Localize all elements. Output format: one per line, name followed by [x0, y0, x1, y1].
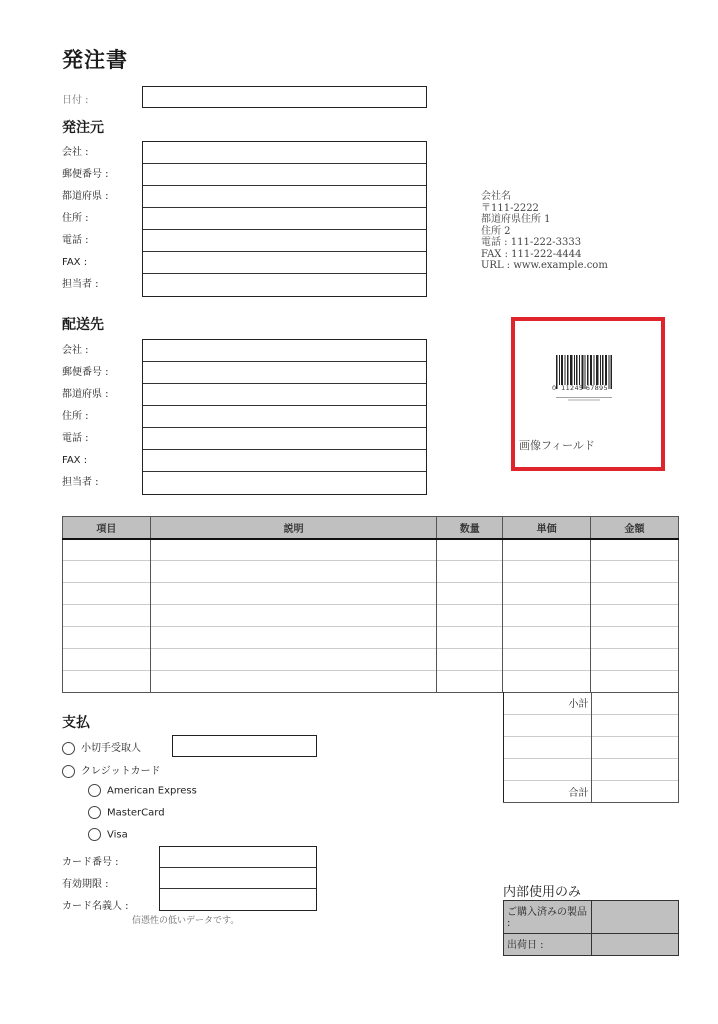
item-cell[interactable]	[63, 605, 151, 627]
amex-radio[interactable]	[88, 784, 101, 797]
unit-price-cell[interactable]	[503, 649, 591, 671]
column-header-quantity: 数量	[437, 517, 503, 539]
table-row	[63, 583, 679, 605]
ship-to-address-input[interactable]	[143, 406, 426, 428]
company-address-2: 住所 2	[481, 225, 511, 237]
item-cell[interactable]	[63, 583, 151, 605]
order-from-company-label: 会社 :	[62, 147, 89, 158]
ship-to-prefecture-input[interactable]	[143, 384, 426, 406]
total-row	[504, 780, 679, 802]
total-label: 合計	[504, 780, 592, 802]
description-cell[interactable]	[150, 539, 437, 561]
mastercard-option[interactable]	[88, 806, 165, 819]
amount-cell[interactable]	[591, 671, 679, 693]
totals-row	[504, 714, 679, 736]
item-cell[interactable]	[63, 561, 151, 583]
company-postal: 〒111-2222	[481, 202, 539, 214]
barcode-number: 0 11245 67895	[552, 384, 608, 392]
amount-cell[interactable]	[591, 539, 679, 561]
totals-table	[503, 692, 679, 803]
amount-cell[interactable]	[591, 561, 679, 583]
subtotal-label: 小計	[504, 692, 592, 714]
item-cell[interactable]	[63, 649, 151, 671]
purchased-products-label: ご購入済みの製品 :	[504, 901, 592, 934]
order-from-contact-label: 担当者 :	[62, 279, 99, 290]
order-from-labels	[62, 142, 109, 296]
order-from-address-label: 住所 :	[62, 213, 89, 224]
image-field[interactable]	[511, 317, 665, 471]
ship-to-labels	[62, 340, 109, 494]
order-from-fax-input[interactable]	[143, 252, 426, 274]
description-cell[interactable]	[150, 561, 437, 583]
subtotal-value[interactable]	[591, 692, 678, 714]
company-fax: FAX : 111-222-4444	[481, 248, 582, 260]
ship-to-contact-input[interactable]	[143, 472, 426, 494]
unit-price-cell[interactable]	[503, 561, 591, 583]
order-from-prefecture-input[interactable]	[143, 186, 426, 208]
unit-price-cell[interactable]	[503, 627, 591, 649]
expiry-label: 有効期限 :	[62, 879, 109, 890]
order-from-address-input[interactable]	[143, 208, 426, 230]
amount-cell[interactable]	[591, 605, 679, 627]
visa-option[interactable]	[88, 828, 128, 841]
ship-to-address-label: 住所 :	[62, 411, 89, 422]
order-from-fax-label: FAX :	[62, 257, 88, 268]
subtotal-row	[504, 692, 679, 714]
column-header-item: 項目	[63, 517, 151, 539]
table-row	[63, 561, 679, 583]
card-holder-label: カード名義人 :	[62, 901, 129, 912]
ship-to-prefecture-label: 都道府県 :	[62, 389, 109, 400]
table-row	[63, 627, 679, 649]
table-row	[63, 539, 679, 561]
table-row	[63, 649, 679, 671]
unit-price-cell[interactable]	[503, 539, 591, 561]
ship-to-phone-label: 電話 :	[62, 433, 89, 444]
totals-value[interactable]	[591, 736, 678, 758]
ship-to-fax-input[interactable]	[143, 450, 426, 472]
order-from-fields	[142, 141, 427, 297]
totals-row	[504, 758, 679, 780]
amount-cell[interactable]	[591, 627, 679, 649]
card-fields	[159, 846, 317, 911]
quantity-cell[interactable]	[437, 671, 503, 693]
item-cell[interactable]	[63, 627, 151, 649]
expiry-input[interactable]	[160, 868, 316, 889]
date-input[interactable]	[142, 86, 427, 108]
ship-to-postal-input[interactable]	[143, 362, 426, 384]
unit-price-cell[interactable]	[503, 605, 591, 627]
description-cell[interactable]	[150, 649, 437, 671]
column-header-description: 説明	[150, 517, 437, 539]
company-phone: 電話 : 111-222-3333	[481, 237, 582, 248]
company-info	[481, 191, 608, 272]
card-number-input[interactable]	[160, 847, 316, 868]
description-cell[interactable]	[150, 671, 437, 693]
credit-card-radio[interactable]	[62, 765, 75, 778]
totals-row	[504, 736, 679, 758]
column-header-unit-price: 単価	[503, 517, 591, 539]
quantity-cell[interactable]	[437, 627, 503, 649]
ship-date-label: 出荷日 :	[504, 934, 592, 956]
visa-label: Visa	[107, 829, 128, 841]
credit-card-option[interactable]	[62, 762, 160, 778]
check-label: 小切手受取人	[81, 743, 141, 754]
internal-table	[503, 900, 679, 956]
order-from-phone-input[interactable]	[143, 230, 426, 252]
amount-cell[interactable]	[591, 583, 679, 605]
totals-value[interactable]	[591, 714, 678, 736]
internal-heading: 内部使用のみ	[503, 885, 582, 900]
ship-to-company-label: 会社 :	[62, 345, 89, 356]
ship-to-postal-label: 郵便番号 :	[62, 367, 109, 378]
order-from-contact-input[interactable]	[143, 274, 426, 296]
low-reliability-note: 信憑性の低いデータです。	[132, 916, 240, 926]
quantity-cell[interactable]	[437, 583, 503, 605]
credit-card-label: クレジットカード	[81, 766, 161, 777]
check-option[interactable]	[62, 739, 141, 755]
company-url: URL : www.example.com	[481, 260, 608, 271]
order-from-phone-label: 電話 :	[62, 235, 89, 246]
ship-to-contact-label: 担当者 :	[62, 477, 99, 488]
quantity-cell[interactable]	[437, 649, 503, 671]
amount-cell[interactable]	[591, 649, 679, 671]
order-from-heading: 発注元	[62, 120, 104, 136]
ship-to-fax-label: FAX :	[62, 455, 88, 466]
check-radio[interactable]	[62, 742, 75, 755]
card-holder-input[interactable]	[160, 889, 316, 910]
ship-to-fields	[142, 339, 427, 495]
ship-to-heading: 配送先	[62, 317, 104, 333]
items-header-row	[63, 517, 679, 539]
company-name: 会社名	[481, 191, 511, 202]
description-cell[interactable]	[150, 627, 437, 649]
order-from-postal-label: 郵便番号 :	[62, 169, 109, 180]
order-from-postal-input[interactable]	[143, 164, 426, 186]
quantity-cell[interactable]	[437, 561, 503, 583]
description-cell[interactable]	[150, 605, 437, 627]
quantity-cell[interactable]	[437, 605, 503, 627]
description-cell[interactable]	[150, 583, 437, 605]
item-cell[interactable]	[63, 671, 151, 693]
quantity-cell[interactable]	[437, 539, 503, 561]
ship-date-value[interactable]	[591, 934, 678, 956]
mastercard-label: MasterCard	[107, 807, 165, 819]
image-field-caption: 画像フィールド	[519, 439, 595, 452]
item-cell[interactable]	[63, 539, 151, 561]
order-from-company-input[interactable]	[143, 142, 426, 164]
unit-price-cell[interactable]	[503, 671, 591, 693]
purchased-products-value[interactable]	[591, 901, 678, 934]
amex-label: American Express	[107, 785, 197, 797]
total-value[interactable]	[591, 780, 678, 802]
totals-label	[504, 736, 592, 758]
barcode-icon	[552, 355, 616, 403]
company-address-1: 都道府県住所 1	[481, 214, 551, 225]
table-row	[63, 671, 679, 693]
items-table	[62, 516, 679, 693]
totals-value[interactable]	[591, 758, 678, 780]
visa-radio[interactable]	[88, 828, 101, 841]
mastercard-radio[interactable]	[88, 806, 101, 819]
unit-price-cell[interactable]	[503, 583, 591, 605]
card-number-label: カード番号 :	[62, 857, 119, 868]
document-title: 発注書	[62, 48, 128, 72]
date-label: 日付 :	[62, 95, 89, 106]
order-from-prefecture-label: 都道府県 :	[62, 191, 109, 202]
check-payee-input[interactable]	[172, 735, 317, 757]
column-header-amount: 金額	[591, 517, 679, 539]
payment-heading: 支払	[62, 715, 90, 731]
amex-option[interactable]	[88, 784, 197, 797]
table-row	[63, 605, 679, 627]
ship-to-company-input[interactable]	[143, 340, 426, 362]
ship-to-phone-input[interactable]	[143, 428, 426, 450]
totals-label	[504, 758, 592, 780]
totals-label	[504, 714, 592, 736]
